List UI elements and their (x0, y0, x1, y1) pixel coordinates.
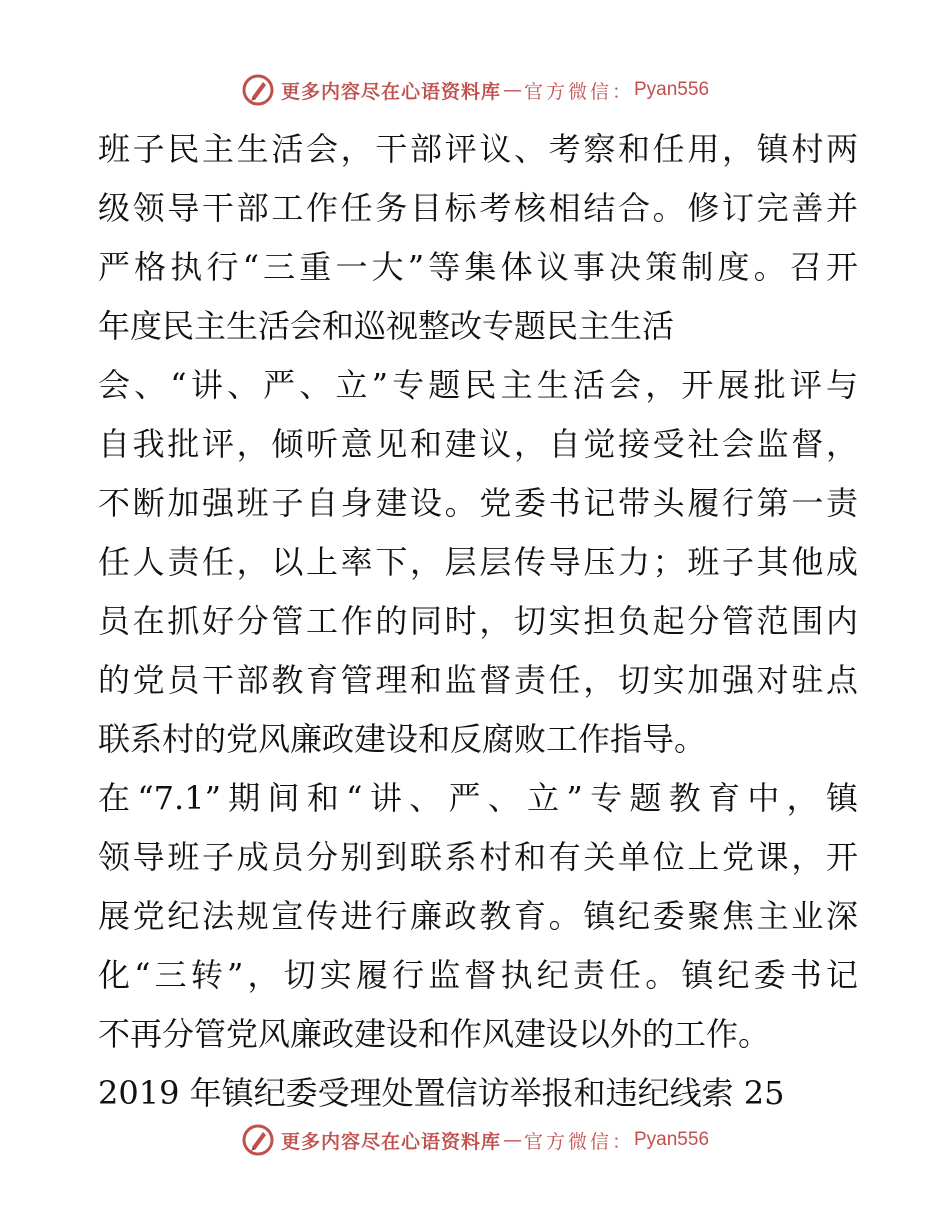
pen-seal-icon (241, 73, 275, 107)
text-line: 会、“讲、严、立”专题民主生活会，开展批评与 (98, 366, 858, 404)
document-body (98, 120, 858, 1123)
text-line: 展党纪法规宣传进行廉政教育。镇纪委聚焦主业深 (98, 897, 858, 935)
watermark-sub-text: 官方微信： (523, 1130, 634, 1153)
watermark-header (0, 70, 950, 110)
text-line: 级领导干部工作任务目标考核相结合。修订完善并 (98, 189, 858, 227)
watermark-dash: — (502, 1129, 522, 1151)
text-line: 联系村的党风廉政建设和反腐败工作指导。 (98, 720, 707, 758)
text-line: 严格执行“三重一大”等集体议事决策制度。召开 (98, 248, 858, 286)
watermark-footer (0, 1120, 950, 1160)
watermark-dash: — (502, 79, 522, 101)
watermark-main-text: 更多内容尽在心语资料库 (280, 80, 501, 103)
text-line: 自我批评，倾听意见和建议，自觉接受社会监督， (98, 425, 858, 463)
text-line: 员在抓好分管工作的同时，切实担负起分管范围内 (98, 602, 858, 640)
text-line: 在“7.1”期间和“讲、严、立”专题教育中，镇 (98, 779, 858, 817)
watermark-sub-text: 官方微信： (523, 80, 634, 103)
text-line: 的党员干部教育管理和监督责任，切实加强对驻点 (98, 661, 858, 699)
text-line: 班子民主生活会，干部评议、考察和任用，镇村两 (98, 130, 858, 168)
watermark-wechat-id: Pyan556 (634, 79, 710, 100)
text-line: 2019 年镇纪委受理处置信访举报和违纪线索 25 (98, 1074, 785, 1112)
watermark-wechat-id: Pyan556 (634, 1129, 710, 1150)
text-line: 化“三转”，切实履行监督执纪责任。镇纪委书记 (98, 956, 858, 994)
text-line: 不再分管党风廉政建设和作风建设以外的工作。 (98, 1015, 771, 1053)
watermark-main-text: 更多内容尽在心语资料库 (280, 1130, 501, 1153)
text-line: 领导班子成员分别到联系村和有关单位上党课，开 (98, 838, 858, 876)
text-line: 不断加强班子自身建设。党委书记带头履行第一责 (98, 484, 858, 522)
text-line: 年度民主生活会和巡视整改专题民主生活 (98, 307, 675, 345)
pen-seal-icon (241, 1123, 275, 1157)
text-line: 任人责任，以上率下，层层传导压力；班子其他成 (98, 543, 858, 581)
